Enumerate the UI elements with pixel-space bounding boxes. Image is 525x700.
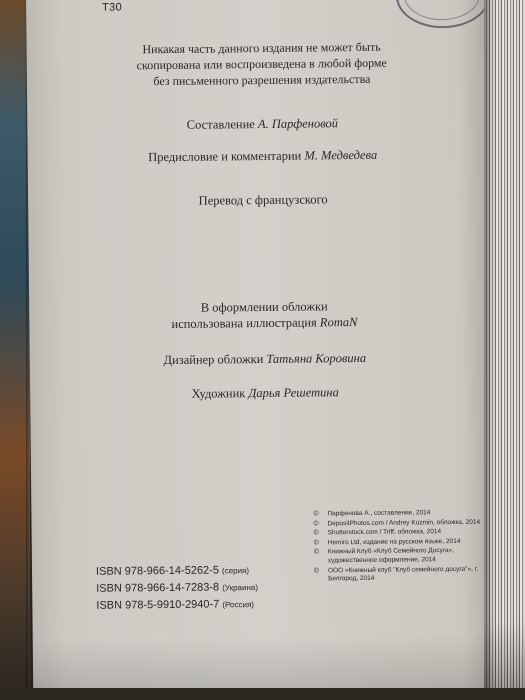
- cover-illustration-label: использована иллюстрация: [171, 315, 317, 331]
- cover-designer-line: [100, 350, 430, 368]
- artist-line: [100, 384, 430, 402]
- copyright-symbol: ©: [313, 520, 319, 528]
- artist-label: Художник: [191, 386, 246, 401]
- isbn-item: [96, 562, 258, 581]
- preface-label: Предисловие и комментарии: [148, 148, 302, 165]
- copyright-text: Книжный Клуб «Клуб Семейного Досуга», художественное оформление, 2014: [327, 547, 455, 565]
- copyright-list: [313, 509, 494, 586]
- compiler-line: [97, 115, 427, 133]
- cover-designer-name: Татьяна Коровина: [266, 350, 367, 366]
- copyright-text: Shutterstock.com / Triff, обложка, 2014: [327, 528, 442, 537]
- copyright-notice: [96, 38, 426, 89]
- compiler-name: А. Парфеновой: [257, 116, 339, 132]
- copyright-item: [314, 547, 494, 566]
- copyright-text: Парфенова А., составление, 2014: [327, 509, 431, 518]
- isbn-number: ISBN 978-966-14-5262-5: [95, 564, 219, 578]
- isbn-number: ISBN 978-5-9910-2940-7: [96, 598, 220, 612]
- isbn-number: ISBN 978-966-14-7283-8: [96, 581, 220, 595]
- cover-illustration-line-2: [99, 314, 429, 332]
- translation-line: Перевод с французского: [198, 192, 328, 208]
- isbn-note: (Украина): [222, 583, 259, 593]
- copyright-symbol: ©: [313, 510, 319, 518]
- copyright-symbol: ©: [313, 548, 320, 556]
- preface-name: М. Медведева: [304, 147, 378, 163]
- compiler-label: Составление: [186, 117, 255, 132]
- copyright-symbol: ©: [313, 529, 319, 537]
- cover-illustration-line-1: В оформлении обложки: [200, 299, 328, 315]
- notice-line-1: Никакая часть данного издания не может быть: [142, 39, 381, 57]
- book-cover-edge: [0, 0, 30, 700]
- book-page: [26, 0, 501, 698]
- notice-line-2: скопирована или воспроизведена в любой форме: [136, 55, 387, 73]
- cover-illustrator-name: RomaN: [319, 314, 358, 330]
- copyright-text: DepositPhotos.com / Andrey Kuzmin, обложка, 2014: [327, 518, 481, 527]
- isbn-note: (Россия): [222, 600, 254, 610]
- copyright-text: Hemiro Ltd, издание на русском языке, 2014: [327, 537, 461, 547]
- copyright-symbol: ©: [313, 566, 320, 575]
- cover-designer-label: Дизайнер обложки: [163, 351, 264, 368]
- table-surface: [0, 688, 525, 700]
- notice-line-3: без письменного разрешения издательства: [153, 71, 371, 89]
- preface-line: [98, 147, 428, 165]
- copyright-item: [314, 565, 494, 584]
- copyright-symbol: ©: [313, 539, 319, 547]
- catalog-code: Т30: [102, 1, 123, 14]
- artist-name: Дарья Решетина: [248, 385, 339, 401]
- isbn-note: (серия): [221, 566, 250, 576]
- isbn-item: [96, 596, 258, 615]
- copyright-text: ООО «Книжный клуб "Клуб семейного досуга"», г. Белгород, 2014: [327, 565, 479, 583]
- isbn-item: [96, 579, 258, 598]
- isbn-list: [96, 562, 258, 615]
- page-stack-edge: [484, 0, 525, 700]
